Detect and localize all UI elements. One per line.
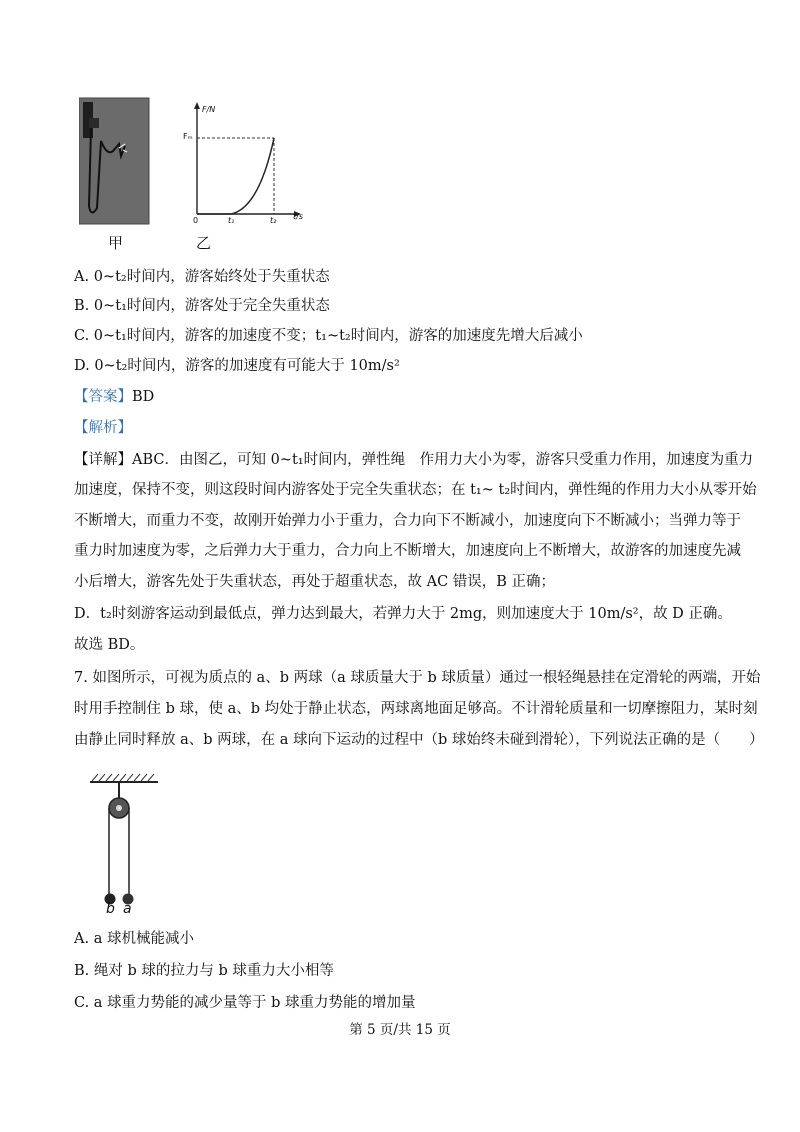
q6-option-b: B. 0~t₁时间内，游客处于完全失重状态 bbox=[74, 298, 330, 314]
answer-value: BD bbox=[132, 389, 155, 405]
q6-option-a: A. 0~t₂时间内，游客始终处于失重状态 bbox=[74, 269, 330, 285]
pulley-label-b: b bbox=[106, 901, 115, 917]
q7-option-c: C. a 球重力势能的减少量等于 b 球重力势能的增加量 bbox=[74, 995, 416, 1011]
figure-bungee bbox=[79, 96, 319, 260]
pulley-label-a: a bbox=[123, 901, 132, 917]
q7-stem-line-2: 时用手控制住 b 球，使 a、b 均处于静止状态，两球离地面足够高。不计滑轮质量和一切摩擦阻力，某时刻 bbox=[74, 701, 758, 717]
detail-line-3: 不断增大，而重力不变，故刚开始弹力小于重力，合力向下不断减小，加速度向下不断减小；当弹力等于 bbox=[74, 513, 741, 529]
detail-line-5: 小后增大，游客先处于失重状态，再处于超重状态，故 AC 错误，B 正确； bbox=[74, 574, 556, 590]
detail-line-1 bbox=[74, 450, 753, 470]
graph-t1-label: t₁ bbox=[228, 216, 235, 225]
q6-option-d: D. 0~t₂时间内，游客的加速度有可能大于 10m/s² bbox=[74, 358, 400, 374]
detail-line-6: D．t₂时刻游客运动到最低点，弹力达到最大，若弹力大于 2mg，则加速度大于 10m/s²，故 D 正确。 bbox=[74, 606, 732, 622]
answer-line bbox=[74, 387, 154, 407]
figure-pulley bbox=[90, 772, 160, 926]
q7-option-a: A. a 球机械能减小 bbox=[74, 931, 194, 947]
q7-stem-line-3: 由静止同时释放 a、b 两球，在 a 球向下运动的过程中（b 球始终未碰到滑轮），下列说法正确的是（ ） bbox=[74, 732, 764, 748]
graph-origin-label: 0 bbox=[193, 216, 199, 225]
graph-t2-label: t₂ bbox=[270, 216, 277, 225]
detail-line-4: 重力时加速度为零，之后弹力大于重力，合力向上不断增大，加速度向上不断增大，故游客的加速度先减 bbox=[74, 543, 741, 559]
answer-tag: 【答案】 bbox=[74, 389, 132, 405]
detail-tag: 【详解】 bbox=[74, 452, 132, 468]
detail-line-7: 故选 BD。 bbox=[74, 637, 145, 653]
caption-yi: 乙 bbox=[196, 234, 212, 252]
page-footer: 第 5 页/共 15 页 bbox=[349, 1022, 451, 1038]
q7-stem-line-1: 7. 如图所示，可视为质点的 a、b 两球（a 球质量大于 b 球质量）通过一根轻绳悬挂在定滑轮的两端，开始 bbox=[74, 670, 761, 686]
detail-text-1: ABC．由图乙，可知 0~t₁时间内，弹性绳 作用力大小为零，游客只受重力作用，加速度为重力 bbox=[132, 452, 754, 468]
graph-ylabel: F/N bbox=[202, 105, 216, 114]
force-time-graph bbox=[194, 102, 301, 217]
detail-line-2: 加速度，保持不变，则这段时间内游客处于完全失重状态；在 t₁~ t₂时间内，弹性绳的作用力大小从零开始 bbox=[74, 482, 757, 498]
q6-option-c: C. 0~t₁时间内，游客的加速度不变；t₁~t₂时间内，游客的加速度先增大后减小 bbox=[74, 328, 583, 344]
caption-jia: 甲 bbox=[108, 234, 124, 252]
figure-pulley-svg bbox=[90, 772, 160, 922]
analysis-tag: 【解析】 bbox=[74, 420, 132, 436]
graph-xlabel: t/s bbox=[293, 212, 303, 221]
q7-option-b: B. 绳对 b 球的拉力与 b 球重力大小相等 bbox=[74, 963, 334, 979]
graph-fm-label: Fₘ bbox=[183, 132, 193, 141]
analysis-line bbox=[74, 418, 132, 438]
